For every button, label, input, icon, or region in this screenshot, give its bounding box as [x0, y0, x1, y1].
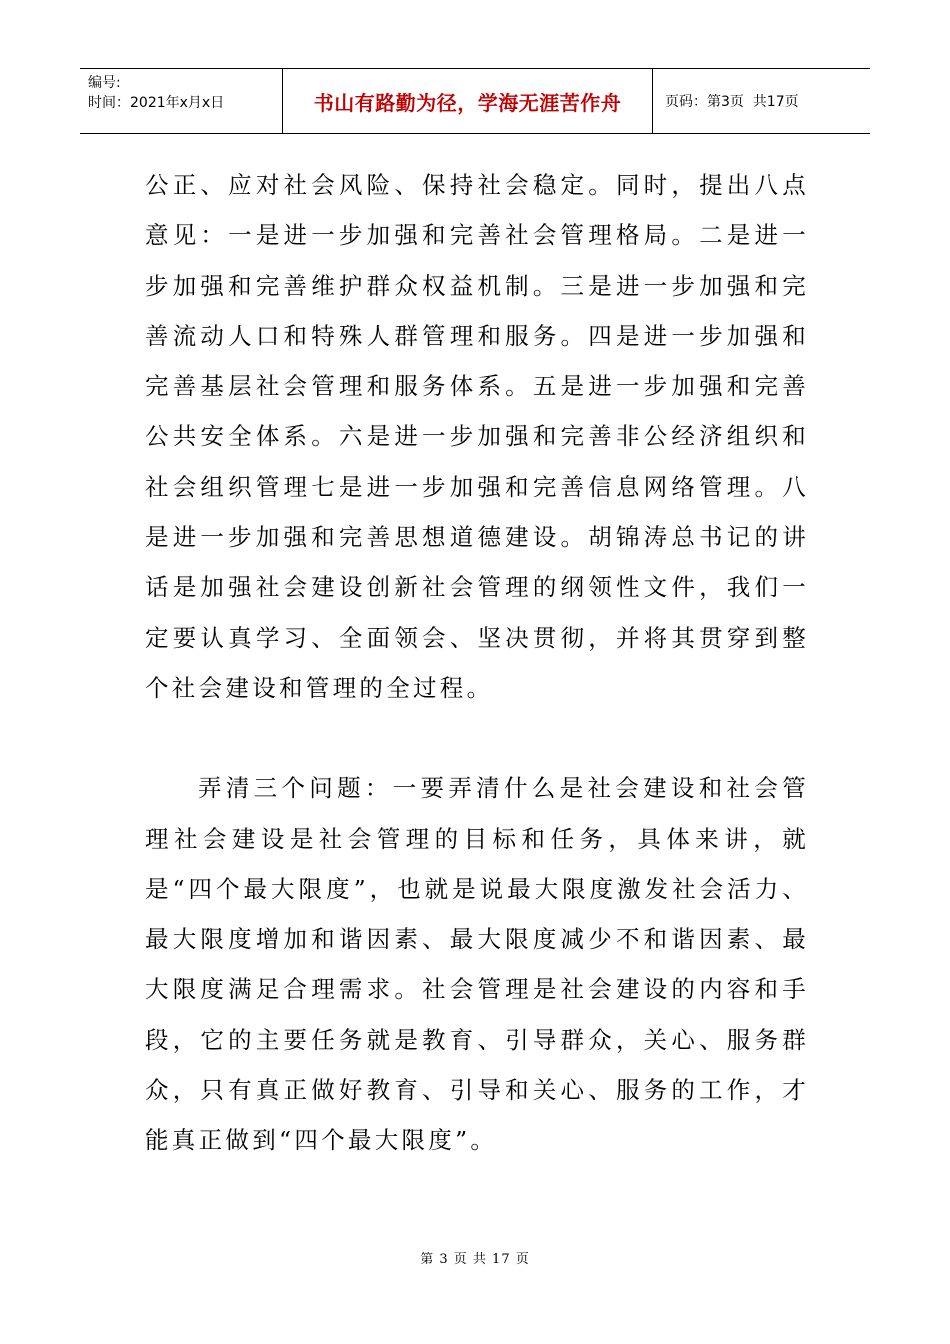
document-number-label: 编号: [88, 75, 121, 91]
body-paragraph: 弄清三个问题：一要弄清什么是社会建设和社会管理社会建设是社会管理的目标和任务，具体来讲，就是“四个最大限度”，也就是说最大限度激发社会活力、最大限度增加和谐因素、最大限度减少不和谐因素、最大限度满足合理需求。社会管理是社会建设的内容和手段，它的主要任务就是教育、引导群众，关心、服务群众，只有真正做好教育、引导和关心、服务的工作，才能真正做到“四个最大限度”。 [145, 774, 809, 1155]
paragraph-spacer [145, 713, 809, 763]
page-footer: 第 3 页 共 17 页 [420, 1252, 530, 1267]
page-header [80, 68, 870, 134]
document-date: 时间：2021年x月x日 [88, 95, 225, 111]
body-paragraph: 公正、应对社会风险、保持社会稳定。同时，提出八点意见：一是进一步加强和完善社会管理格局。二是进一步加强和完善维护群众权益机制。三是进一步加强和完善流动人口和特殊人群管理和服务。四是进一步加强和完善基层社会管理和服务体系。五是进一步加强和完善公共安全体系。六是进一步加强和完善非公经济组织和社会组织管理七是进一步加强和完善信息网络管理。八是进一步加强和完善思想道德建设。胡锦涛总书记的讲话是加强社会建设创新社会管理的纲领性文件，我们一定要认真学习、全面领会、坚决贯彻，并将其贯穿到整个社会建设和管理的全过程。 [145, 171, 809, 702]
header-motto: 书山有路勤为径，学海无涯苦作舟 [283, 69, 653, 133]
document-body [145, 160, 809, 1166]
header-page-info [653, 69, 870, 133]
header-meta [80, 69, 283, 133]
page-info-text: 页码：第3页 共17页 [665, 94, 799, 110]
